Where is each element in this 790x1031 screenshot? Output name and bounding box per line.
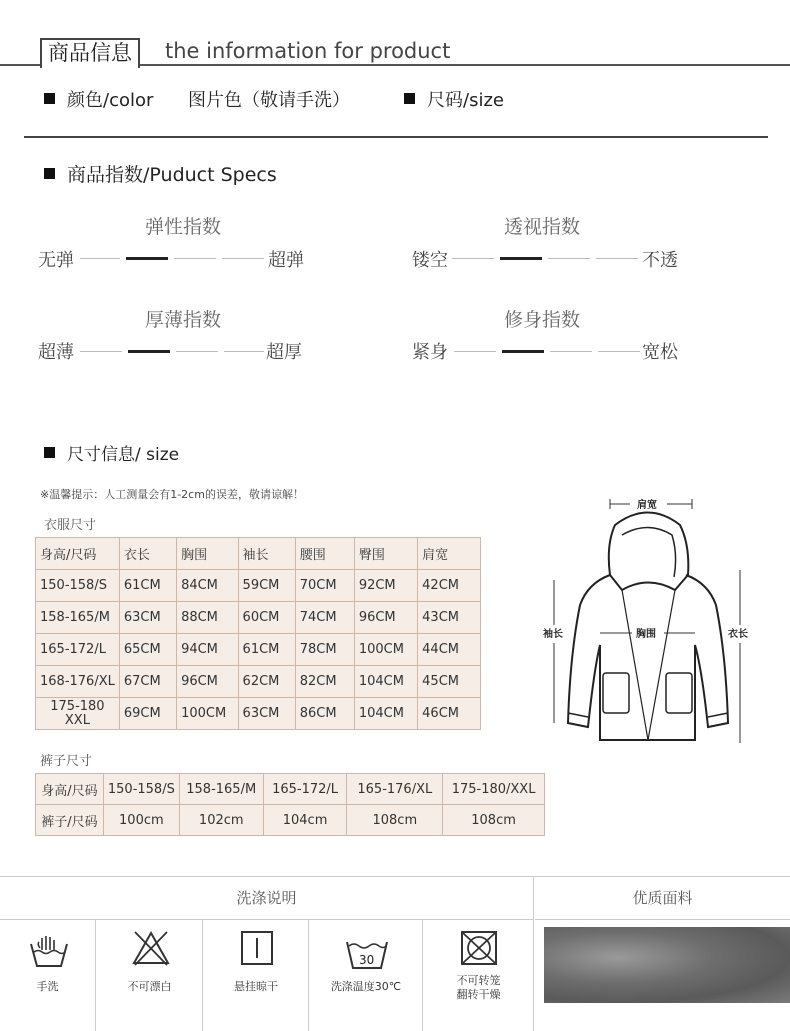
table-cell: 88CM <box>177 602 238 634</box>
no-bleach-icon <box>131 930 171 966</box>
gauge-left-elasticity: 无弹 <box>38 250 74 271</box>
jacket-length-label: 衣长 <box>728 629 748 640</box>
color-info <box>44 86 153 112</box>
gauge-segment-active <box>128 350 170 353</box>
table-cell: 46CM <box>418 698 481 730</box>
table-cell: 100CM <box>177 698 238 730</box>
size-section-title: 尺寸信息/ size <box>44 440 179 465</box>
table-header-cell: 175-180/XXL <box>443 774 545 805</box>
table-header-cell: 158-165/M <box>179 774 263 805</box>
table-cell: 63CM <box>119 602 176 634</box>
table-cell: 82CM <box>295 666 354 698</box>
care-label: 不可漂白 <box>127 980 172 993</box>
jacket-diagram <box>540 495 780 755</box>
table-cell: 69CM <box>119 698 176 730</box>
gauge-right-fit: 宽松 <box>642 342 678 363</box>
care-title: 洗涤说明 <box>0 876 534 920</box>
table-cell: 45CM <box>418 666 481 698</box>
gauge-left-fit: 紧身 <box>412 342 448 363</box>
table-header-cell: 身高/尺码 <box>36 774 104 805</box>
table-header-cell: 165-176/XL <box>347 774 443 805</box>
gauge-title-transparency: 透视指数 <box>504 216 581 238</box>
gauge-segment <box>596 258 638 259</box>
gauge-segment <box>454 351 496 352</box>
clothes-size-table <box>35 537 481 730</box>
table-cell: 96CM <box>354 602 417 634</box>
bullet-square-icon <box>44 93 55 104</box>
gauge-title-elasticity: 弹性指数 <box>145 216 222 238</box>
gauge-segment <box>222 258 264 259</box>
pants-size-table <box>35 773 545 836</box>
table-cell: 44CM <box>418 634 481 666</box>
table-cell: 70CM <box>295 570 354 602</box>
size-label: 尺码/size <box>427 90 504 111</box>
table-cell: 43CM <box>418 602 481 634</box>
gauge-segment <box>224 351 264 352</box>
jacket-chest-label: 胸围 <box>636 629 656 640</box>
gauge-segment <box>598 351 640 352</box>
table-header-cell: 腰围 <box>295 538 354 570</box>
care-item-no-bleach <box>97 920 203 1031</box>
care-item-no-tumble-dry <box>424 920 534 1031</box>
table-row <box>36 698 481 730</box>
table-row <box>36 805 545 836</box>
table-cell: 175-180 XXL <box>36 698 120 730</box>
gauge-right-thickness: 超厚 <box>266 342 302 363</box>
measurement-notice: ※温馨提示：人工测量会有1-2cm的误差，敬请谅解！ <box>40 488 304 501</box>
hang-dry-icon <box>240 930 274 966</box>
care-label: 不可转笼 翻转干燥 <box>456 974 501 1001</box>
table-cell: 104cm <box>263 805 347 836</box>
table-cell: 61CM <box>119 570 176 602</box>
gauge-left-thickness: 超薄 <box>38 342 74 363</box>
table-cell: 100CM <box>354 634 417 666</box>
table-cell: 61CM <box>238 634 295 666</box>
table-row <box>36 570 481 602</box>
table-cell: 59CM <box>238 570 295 602</box>
gauge-segment <box>174 258 216 259</box>
table-cell: 92CM <box>354 570 417 602</box>
gauge-segment <box>80 351 122 352</box>
care-label: 悬挂晾干 <box>234 980 278 993</box>
table-header-row <box>36 774 545 805</box>
fabric-swatch-image <box>544 927 790 1003</box>
jacket-shoulder-label: 肩宽 <box>637 500 657 511</box>
color-label: 颜色/color <box>67 90 154 111</box>
table-cell: 67CM <box>119 666 176 698</box>
table-cell: 96CM <box>177 666 238 698</box>
table-cell: 60CM <box>238 602 295 634</box>
table-cell: 108cm <box>347 805 443 836</box>
gauge-segment <box>550 351 592 352</box>
care-label: 洗涤温度30℃ <box>330 980 402 993</box>
gauge-title-thickness: 厚薄指数 <box>145 309 222 331</box>
care-item-hang-dry <box>204 920 309 1031</box>
size-info <box>404 86 504 112</box>
color-value: 图片色（敬请手洗） <box>188 90 350 111</box>
table-cell: 104CM <box>354 698 417 730</box>
jacket-sleeve-label: 袖长 <box>543 629 563 640</box>
table-header-cell: 臀围 <box>354 538 417 570</box>
gauge-right-transparency: 不透 <box>642 250 678 271</box>
section-divider <box>24 136 768 138</box>
table-row <box>36 666 481 698</box>
clothes-size-label: 衣服尺寸 <box>44 518 97 533</box>
table-cell: 158-165/M <box>36 602 120 634</box>
header-title-en: the information for product <box>165 39 451 63</box>
table-header-cell: 袖长 <box>238 538 295 570</box>
care-item-hand-wash <box>0 920 96 1031</box>
care-label: 手洗 <box>36 980 59 993</box>
gauge-segment <box>80 258 120 259</box>
table-cell: 94CM <box>177 634 238 666</box>
gauge-left-transparency: 镂空 <box>412 250 448 271</box>
table-header-cell: 衣长 <box>119 538 176 570</box>
wash-temp: 30 <box>359 953 375 967</box>
table-cell: 42CM <box>418 570 481 602</box>
no-tumble-dry-icon <box>460 930 498 966</box>
care-item-wash-30 <box>310 920 423 1031</box>
table-row <box>36 634 481 666</box>
bullet-square-icon <box>404 93 415 104</box>
fabric-title: 优质面料 <box>535 876 790 920</box>
table-cell: 62CM <box>238 666 295 698</box>
header-title-cn: 商品信息 <box>40 38 140 68</box>
specs-title: 商品指数/Puduct Specs <box>44 160 277 187</box>
gauge-segment-active <box>502 350 544 353</box>
gauge-right-elasticity: 超弹 <box>268 250 304 271</box>
gauge-segment <box>452 258 494 259</box>
table-cell: 63CM <box>238 698 295 730</box>
table-cell: 84CM <box>177 570 238 602</box>
hand-wash-icon <box>28 934 70 970</box>
gauge-title-fit: 修身指数 <box>504 309 581 331</box>
table-header-row <box>36 538 481 570</box>
gauge-segment-active <box>126 257 168 260</box>
bullet-square-icon <box>44 168 55 179</box>
pants-size-label: 裤子尺寸 <box>40 754 93 769</box>
table-header-cell: 身高/尺码 <box>36 538 120 570</box>
table-cell: 裤子/尺码 <box>36 805 104 836</box>
table-cell: 104CM <box>354 666 417 698</box>
table-header-cell: 165-172/L <box>263 774 347 805</box>
table-cell: 150-158/S <box>36 570 120 602</box>
table-header-cell: 胸围 <box>177 538 238 570</box>
gauge-segment-active <box>500 257 542 260</box>
table-cell: 102cm <box>179 805 263 836</box>
table-row <box>36 602 481 634</box>
gauge-segment <box>548 258 590 259</box>
bullet-square-icon <box>44 447 55 458</box>
table-cell: 108cm <box>443 805 545 836</box>
gauge-segment <box>176 351 218 352</box>
table-cell: 86CM <box>295 698 354 730</box>
table-cell: 78CM <box>295 634 354 666</box>
table-cell: 168-176/XL <box>36 666 120 698</box>
wash-30-icon <box>344 936 390 970</box>
table-header-cell: 肩宽 <box>418 538 481 570</box>
table-header-cell: 150-158/S <box>103 774 179 805</box>
table-cell: 165-172/L <box>36 634 120 666</box>
table-cell: 74CM <box>295 602 354 634</box>
table-cell: 65CM <box>119 634 176 666</box>
table-cell: 100cm <box>103 805 179 836</box>
